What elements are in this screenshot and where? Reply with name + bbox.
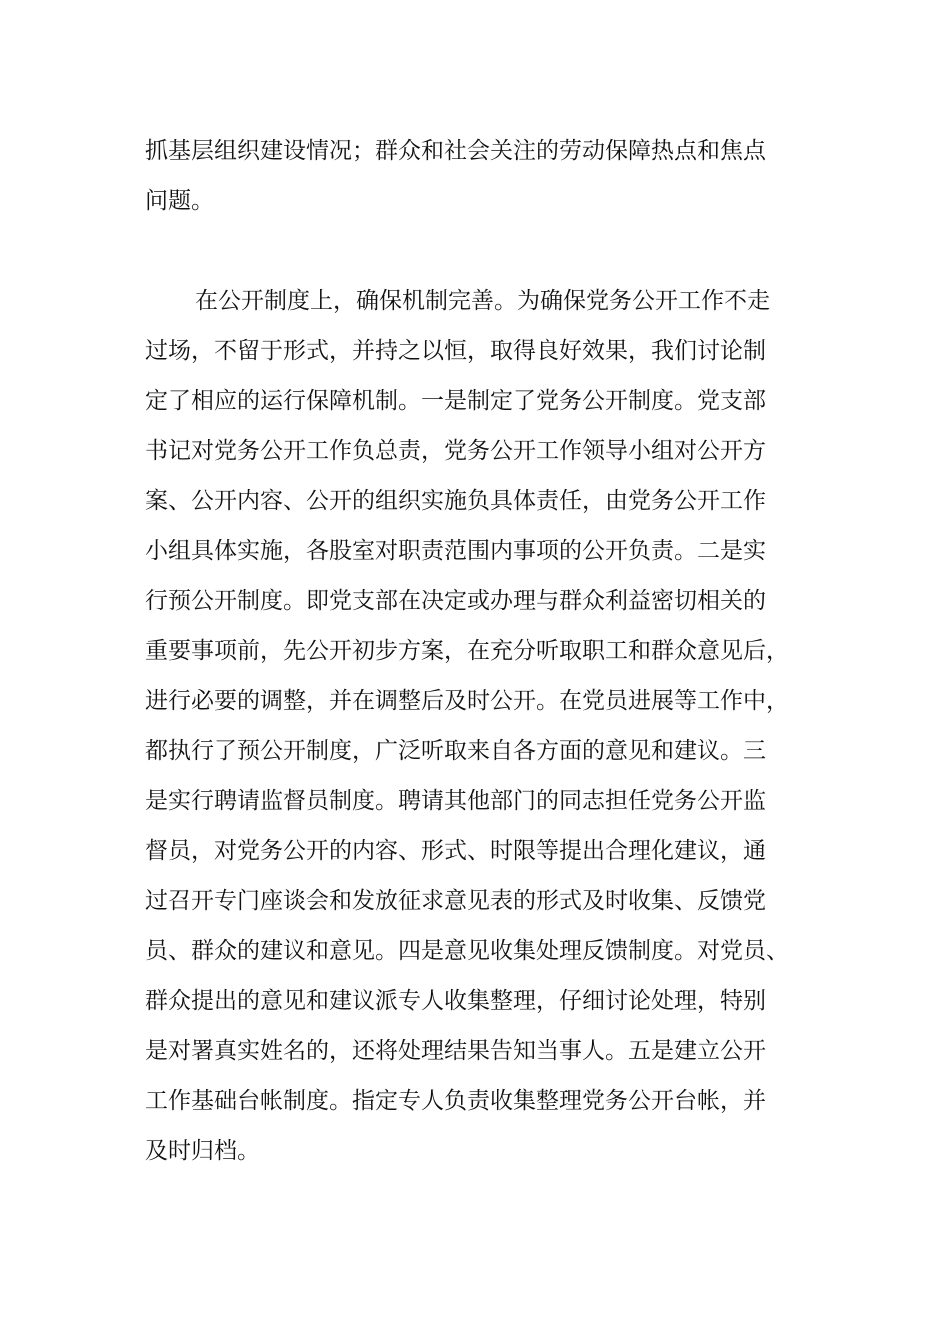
paragraph-continuation — [145, 126, 825, 226]
text-line: 都执行了预公开制度，广泛听取来自各方面的意见和建议。三 — [145, 738, 766, 764]
text-line: 是实行聘请监督员制度。聘请其他部门的同志担任党务公开监 — [145, 788, 766, 814]
text-line: 进行必要的调整，并在调整后及时公开。在党员进展等工作中， — [145, 688, 789, 714]
text-line: 抓基层组织建设情况；群众和社会关注的劳动保障热点和焦点 — [145, 138, 766, 164]
text-line: 重要事项前，先公开初步方案，在充分听取职工和群众意见后， — [145, 638, 789, 664]
text-line: 工作基础台帐制度。指定专人负责收集整理党务公开台帐，并 — [145, 1088, 766, 1114]
text-line: 问题。 — [145, 188, 214, 214]
text-line: 及时归档。 — [145, 1138, 260, 1164]
text-line: 行预公开制度。即党支部在决定或办理与群众利益密切相关的 — [145, 588, 766, 614]
text-line: 过场，不留于形式，并持之以恒，取得良好效果，我们讨论制 — [145, 338, 766, 364]
text-line: 群众提出的意见和建议派专人收集整理，仔细讨论处理，特别 — [145, 988, 766, 1014]
text-line: 小组具体实施，各股室对职责范围内事项的公开负责。二是实 — [145, 538, 766, 564]
text-line: 是对署真实姓名的，还将处理结果告知当事人。五是建立公开 — [145, 1038, 766, 1064]
text-line: 员、群众的建议和意见。四是意见收集处理反馈制度。对党员、 — [145, 938, 789, 964]
text-line: 书记对党务公开工作负总责，党务公开工作领导小组对公开方 — [145, 438, 766, 464]
text-line: 定了相应的运行保障机制。一是制定了党务公开制度。党支部 — [145, 388, 766, 414]
text-line: 在公开制度上，确保机制完善。为确保党务公开工作不走 — [195, 288, 770, 314]
text-line: 案、公开内容、公开的组织实施负具体责任，由党务公开工作 — [145, 488, 766, 514]
text-line: 督员，对党务公开的内容、形式、时限等提出合理化建议，通 — [145, 838, 766, 864]
text-line: 过召开专门座谈会和发放征求意见表的形式及时收集、反馈党 — [145, 888, 766, 914]
paragraph-open-system — [145, 276, 825, 1176]
